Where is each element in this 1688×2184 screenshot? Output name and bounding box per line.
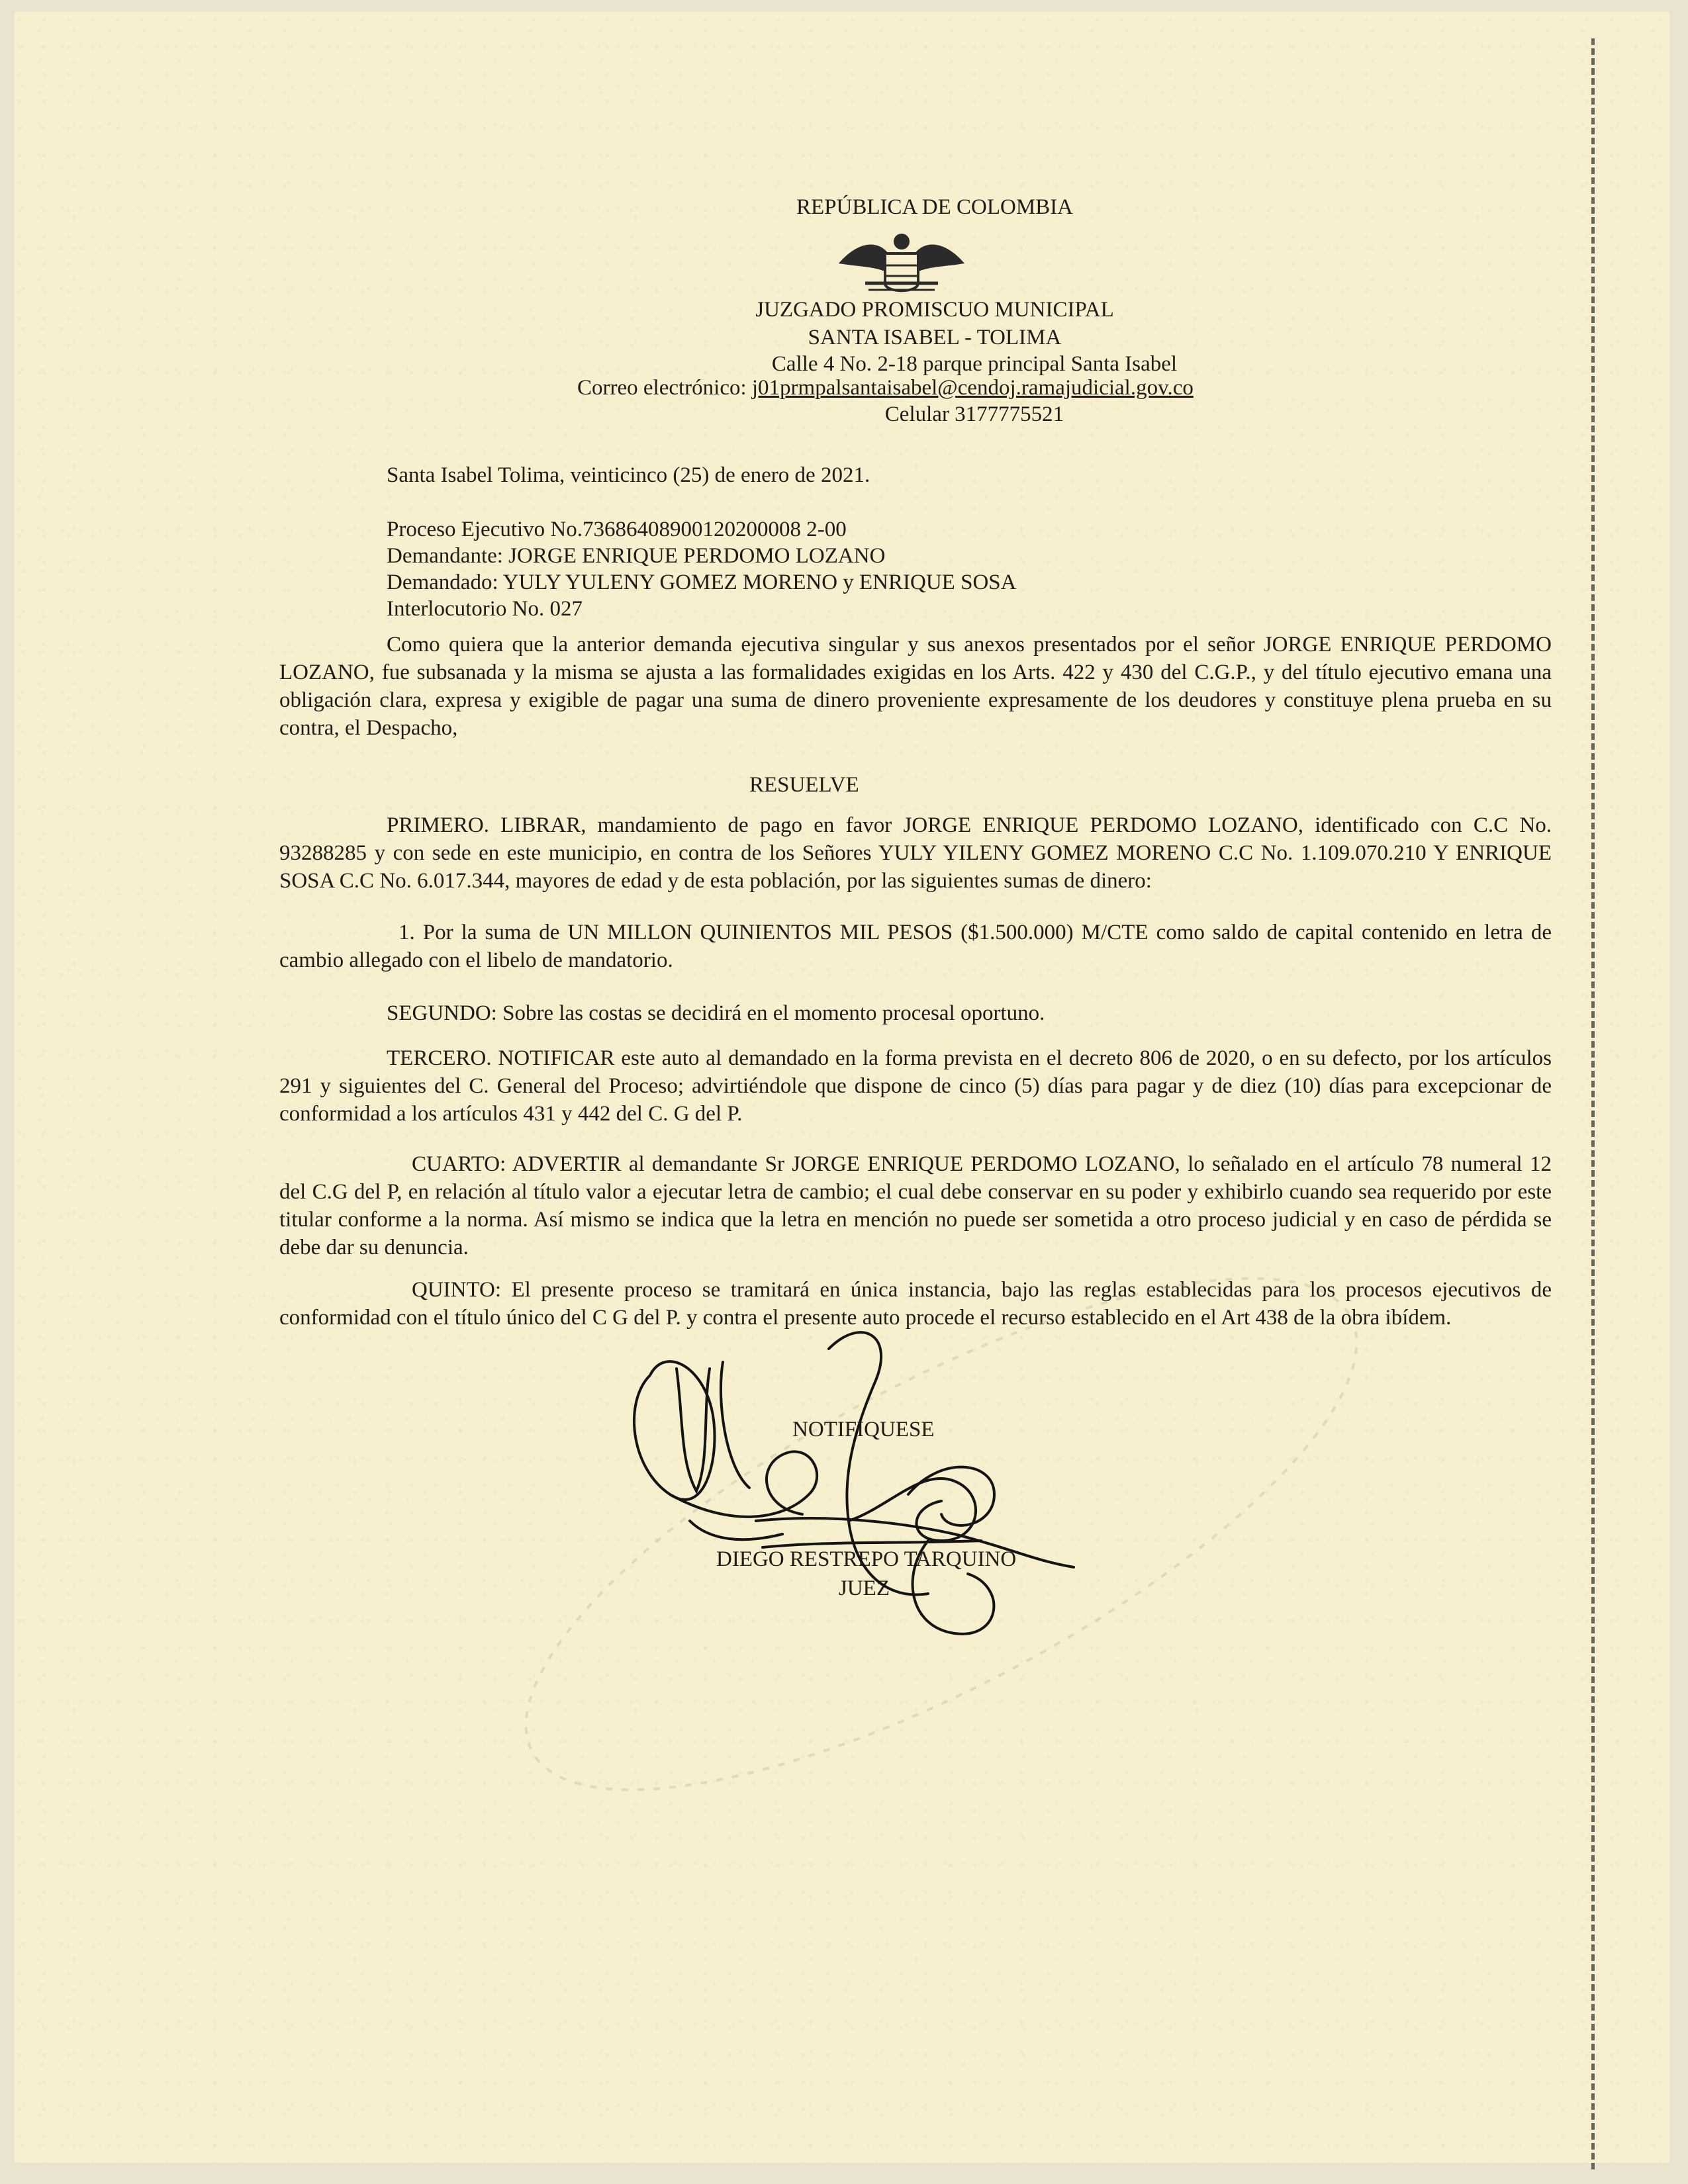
fourth-paragraph: CUARTO: ADVERTIR al demandante Sr JORGE ENRIQUE PERDOMO LOZANO, lo señalado en el artículo 78 numeral 12 del C.G del P, en relación al título valor a ejecutar letra de cambio; el cual debe conservar en su poder y exhibirlo cuando sea requerido por este titular conforme a la norma. Así mismo se indica que la letra en mención no puede ser sometida a otro proceso judicial y en caso de pérdida se debe dar su denuncia. xyxy=(279,1152,1552,1259)
judge-title: JUEZ xyxy=(839,1576,890,1600)
judge-name: DIEGO RESTREPO TARQUINO xyxy=(716,1547,1017,1571)
email-label: Correo electrónico: xyxy=(577,376,747,400)
first-item-1: 1. Por la suma de UN MILLON QUINIENTOS MIL PESOS ($1.500.000) M/CTE como saldo de capital contenido en letra de cambio allegado con el libelo de mandatorio. xyxy=(279,921,1552,972)
handwritten-signature xyxy=(610,1322,1100,1653)
second-paragraph: SEGUNDO: Sobre las costas se decidirá en el momento procesal oportuno. xyxy=(387,1001,1045,1025)
first-paragraph: PRIMERO. LIBRAR, mandamiento de pago en favor JORGE ENRIQUE PERDOMO LOZANO, identificado con C.C No. 93288285 y con sede en este municipio, en contra de los Señores YULY YILENY GOMEZ MORENO C.C No. 1.109.070.210 Y ENRIQUE SOSA C.C No. 6.017.344, mayores de edad y de esta población, por las siguientes sumas de dinero: xyxy=(279,813,1552,893)
intro-paragraph: Como quiera que la anterior demanda ejecutiva singular y sus anexos presentados por el señor JORGE ENRIQUE PERDOMO LOZANO, fue subsanada y la misma se ajusta a las formalidades exigidas en los Arts. 422 y 430 del C.G.P., y del título ejecutivo emana una obligación clara, expresa y exigible de pagar una suma de dinero proveniente expresamente de los deudores y constituye plena prueba en su contra, el Despacho, xyxy=(279,633,1552,740)
scan-edge-marks xyxy=(1591,38,1600,2169)
date-line: Santa Isabel Tolima, veinticinco (25) de enero de 2021. xyxy=(387,463,870,487)
notify-label: NOTIFIQUESE xyxy=(792,1418,935,1441)
case-process: Proceso Ejecutivo No.73686408900120200008 2-00 xyxy=(387,518,847,541)
header-country: REPÚBLICA DE COLOMBIA xyxy=(796,195,1074,219)
header-email-row xyxy=(577,375,1194,402)
case-plaintiff: Demandante: JORGE ENRIQUE PERDOMO LOZANO xyxy=(387,544,886,568)
header-address: Calle 4 No. 2-18 parque principal Santa Isabel xyxy=(771,352,1178,376)
third-paragraph: TERCERO. NOTIFICAR este auto al demandado en la forma prevista en el decreto 806 de 2020, o en su defecto, por los artículos 291 y siguientes del C. General del Proceso; advirtiéndole que dispone de cinco (5) días para pagar y de diez (10) días para excepcionar de conformidad a los artículos 431 y 442 del C. G del P. xyxy=(279,1046,1552,1126)
case-defendant: Demandado: YULY YULENY GOMEZ MORENO y ENRIQUE SOSA xyxy=(387,570,1017,594)
resolve-heading: RESUELVE xyxy=(749,773,859,797)
email-link[interactable]: j01prmpalsantaisabel@cendoj.ramajudicial.gov.co xyxy=(751,376,1194,400)
document-page xyxy=(15,12,1669,2163)
header-place: SANTA ISABEL - TOLIMA xyxy=(808,326,1062,349)
fifth-paragraph: QUINTO: El presente proceso se tramitará en única instancia, bajo las reglas establecidas para los procesos ejecutivos de conformidad con el título único del C G del P. y contra el presente auto procede el recurso establecido en el Art 438 de la obra ibídem. xyxy=(279,1278,1552,1330)
case-interlocutory: Interlocutorio No. 027 xyxy=(387,597,583,621)
coat-of-arms-icon xyxy=(825,227,978,306)
header-phone: Celular 3177775521 xyxy=(884,402,1064,426)
header-court: JUZGADO PROMISCUO MUNICIPAL xyxy=(755,298,1114,322)
